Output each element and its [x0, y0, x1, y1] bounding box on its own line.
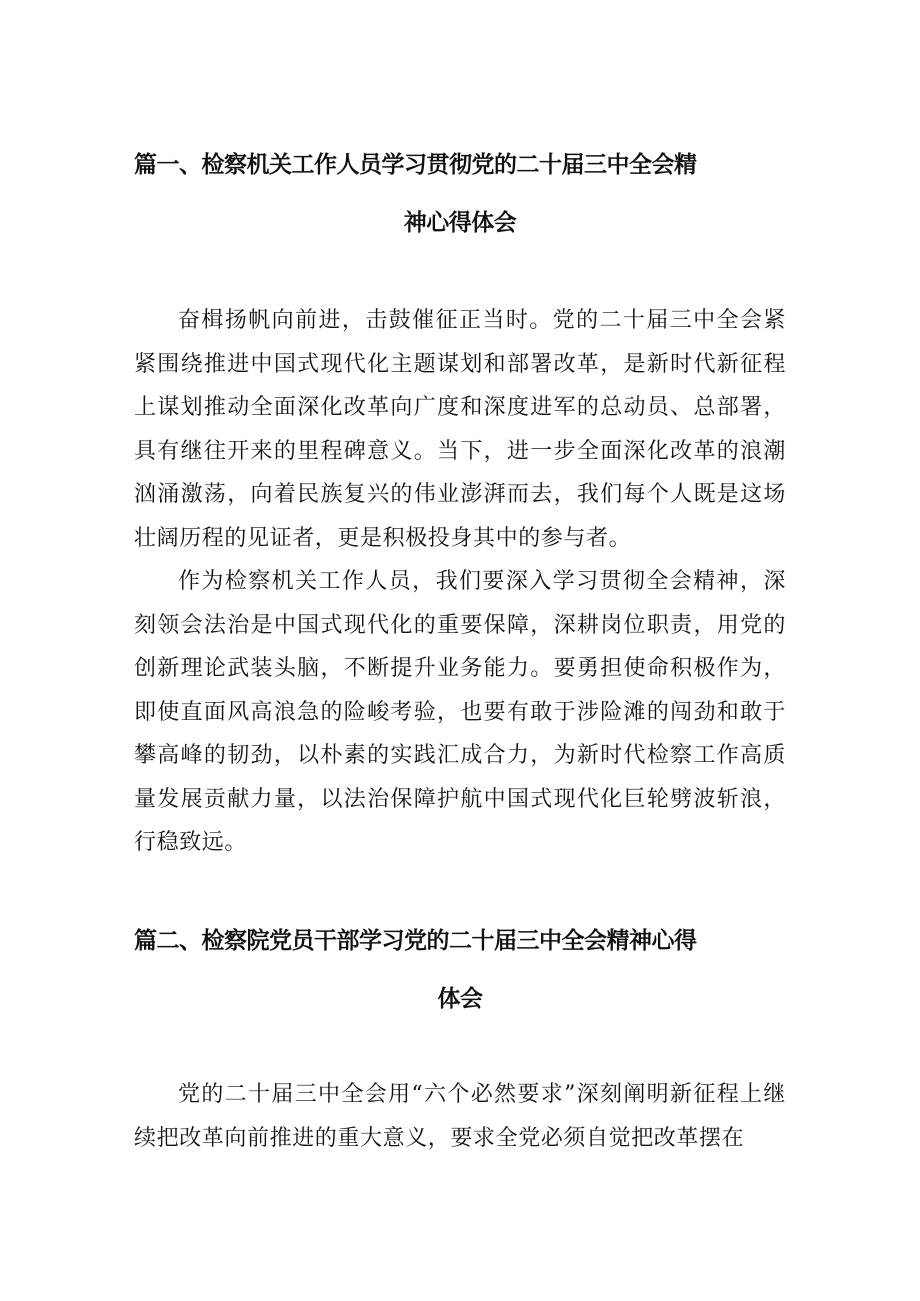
article-1-title	[134, 136, 786, 252]
article-2-title	[134, 912, 786, 1028]
article-2-body	[134, 1073, 786, 1160]
article-1-title-line-2: 神心得体会	[403, 210, 517, 236]
article-1-title-line-1: 篇一、检察机关工作人员学习贯彻党的二十届三中全会精	[134, 152, 697, 178]
article-1-body	[134, 299, 786, 865]
article-1-paragraph-1: 奋楫扬帆向前进，击鼓催征正当时。党的二十届三中全会紧紧围绕推进中国式现代化主题谋划和部署改革，是新时代新征程上谋划推动全面深化改革向广度和深度进军的总动员、总部署，具有继往开来的里程碑意义。当下，进一步全面深化改革的浪潮汹涌激荡，向着民族复兴的伟业澎湃而去，我们每个人既是这场壮阔历程的见证者，更是积极投身其中的参与者。	[134, 308, 786, 551]
article-2-title-line-1: 篇二、检察院党员干部学习党的二十届三中全会精神心得	[134, 928, 697, 954]
article-1-paragraph-2: 作为检察机关工作人员，我们要深入学习贯彻全会精神，深刻领会法治是中国式现代化的重要保障，深耕岗位职责，用党的创新理论武装头脑，不断提升业务能力。要勇担使命积极作为，即使直面风高浪急的险峻考验，也要有敢于涉险滩的闯劲和敢于攀高峰的韧劲，以朴素的实践汇成合力，为新时代检察工作高质量发展贡献力量，以法治保障护航中国式现代化巨轮劈波斩浪，行稳致远。	[134, 569, 786, 855]
article-2-paragraph-1: 党的二十届三中全会用“六个必然要求”深刻阐明新征程上继续把改革向前推进的重大意义，要求全党必须自觉把改革摆在	[134, 1082, 786, 1151]
article-2-title-line-2: 体会	[437, 986, 483, 1012]
